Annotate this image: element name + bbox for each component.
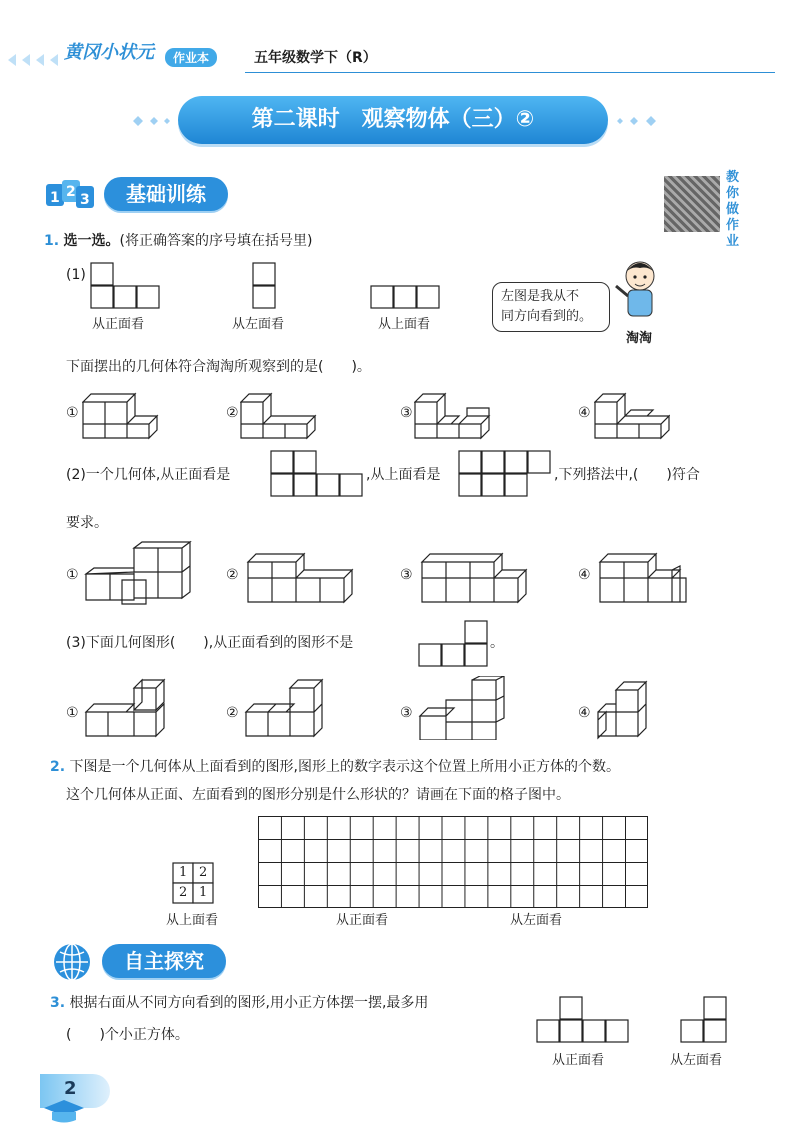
- q2-label-left: 从左面看: [510, 913, 563, 928]
- p1-view-label-left: 从左面看: [232, 317, 285, 332]
- p2-option-1-figure: [82, 540, 192, 606]
- p3-front-shape: [418, 620, 490, 668]
- q3-label-front: 从正面看: [552, 1053, 605, 1068]
- qr-label: 教你做作业: [726, 170, 740, 249]
- p1-option-1-figure: [82, 388, 164, 440]
- q1-number: 1.: [44, 233, 60, 249]
- q3-label-left: 从左面看: [670, 1053, 723, 1068]
- q2-line1: [50, 758, 620, 776]
- header-decoration: [8, 50, 68, 70]
- p1-option-4[interactable]: ④: [578, 405, 591, 421]
- section-icon-123: [44, 176, 100, 216]
- globe-icon: [48, 940, 100, 988]
- q3-text-1: 根据右面从不同方向看到的图形,用小正方体摆一摆,最多用: [69, 995, 429, 1011]
- header-rule: [245, 72, 775, 73]
- p1-option-2-figure: [240, 388, 322, 440]
- q2-line2: 这个几何体从正面、左面看到的图形分别是什么形状的？请画在下面的格子图中。: [66, 787, 570, 803]
- q2-cell-2: 2: [199, 865, 208, 880]
- p2-option-3[interactable]: ③: [400, 567, 413, 583]
- q2-text-1: 下图是一个几何体从上面看到的图形,图形上的数字表示这个位置上所用小正方体的个数。: [69, 759, 620, 775]
- p1-front-view: [90, 262, 162, 310]
- p2-option-4-figure: [594, 540, 694, 606]
- p2-option-2-figure: [242, 540, 354, 606]
- boy-character-icon: [614, 258, 664, 334]
- p1-view-label-top: 从上面看: [378, 317, 431, 332]
- header-tag: 作业本: [165, 48, 217, 67]
- q3-front-view: [536, 996, 630, 1044]
- q3-left-view: [680, 996, 728, 1044]
- q1-instruction: (将正确答案的序号填在括号里): [119, 233, 313, 249]
- p1-label: (1): [66, 267, 86, 283]
- q3-line2: ( )个小正方体。: [66, 1027, 189, 1043]
- p1-option-3-figure: [414, 388, 504, 440]
- svg-text:3: 3: [80, 192, 90, 208]
- q2-label-top: 从上面看: [166, 913, 219, 928]
- p2-text-d: 要求。: [66, 515, 108, 531]
- p3-option-4[interactable]: ④: [578, 705, 591, 721]
- page-number: 2: [64, 1078, 77, 1099]
- p2-option-3-figure: [416, 540, 528, 606]
- svg-text:2: 2: [66, 184, 76, 200]
- p1-option-1[interactable]: ①: [66, 405, 79, 421]
- p3-text-b: 。: [490, 635, 504, 651]
- svg-text:1: 1: [50, 190, 60, 206]
- p1-view-label-front: 从正面看: [92, 317, 145, 332]
- section-title-basic: 基础训练: [104, 177, 228, 211]
- q2-cell-1: 1: [179, 865, 188, 880]
- brand-logo: 黄冈小状元: [64, 42, 154, 63]
- lesson-title: 第二课时 观察物体（三）②: [178, 96, 608, 144]
- character-name: 淘淘: [626, 331, 653, 346]
- graduation-cap-icon: [40, 1098, 90, 1128]
- p1-option-2[interactable]: ②: [226, 405, 239, 421]
- p1-option-4-figure: [594, 388, 670, 440]
- q2-cell-4: 1: [199, 885, 208, 900]
- p3-option-2-figure: [242, 676, 326, 740]
- p3-option-2[interactable]: ②: [226, 705, 239, 721]
- q2-drawing-grid[interactable]: [258, 816, 648, 908]
- p1-question: 下面摆出的几何体符合淘淘所观察到的是( )。: [66, 359, 371, 375]
- p3-option-4-figure: [594, 676, 664, 740]
- p2-text-b: ,从上面看是: [366, 467, 441, 483]
- q2-number: 2.: [50, 759, 66, 775]
- q1-line: [44, 232, 312, 250]
- qr-code[interactable]: [664, 176, 720, 232]
- q3-line1: [50, 994, 428, 1012]
- p3-option-3-figure: [416, 676, 506, 740]
- banner-diamond-left: [128, 113, 178, 132]
- section-title-explore: 自主探究: [102, 944, 226, 978]
- header-subtitle: 五年级数学下（R）: [254, 50, 377, 66]
- p2-option-4[interactable]: ④: [578, 567, 591, 583]
- banner-diamond-right: [612, 113, 662, 132]
- p3-text-a: (3)下面几何图形( ),从正面看到的图形不是: [66, 635, 354, 651]
- p2-option-2[interactable]: ②: [226, 567, 239, 583]
- p1-left-view: [252, 262, 278, 310]
- p2-text-c: ,下列搭法中,( )符合: [554, 467, 700, 483]
- q1-title: 选一选。: [63, 233, 120, 249]
- p3-option-1-figure: [82, 676, 166, 740]
- p1-top-view: [370, 285, 442, 311]
- p2-top-shape: [458, 450, 552, 498]
- speech-line-2: 同方向看到的。: [501, 309, 593, 324]
- q2-cell-3: 2: [179, 885, 188, 900]
- p2-front-shape: [270, 450, 364, 498]
- q2-label-front: 从正面看: [336, 913, 389, 928]
- p2-text-a: (2)一个几何体,从正面看是: [66, 467, 231, 483]
- p1-option-3[interactable]: ③: [400, 405, 413, 421]
- p3-option-3[interactable]: ③: [400, 705, 413, 721]
- speech-bubble: [492, 282, 610, 332]
- p3-option-1[interactable]: ①: [66, 705, 79, 721]
- q3-number: 3.: [50, 995, 66, 1011]
- speech-line-1: 左图是我从不: [501, 289, 580, 304]
- p2-option-1[interactable]: ①: [66, 567, 79, 583]
